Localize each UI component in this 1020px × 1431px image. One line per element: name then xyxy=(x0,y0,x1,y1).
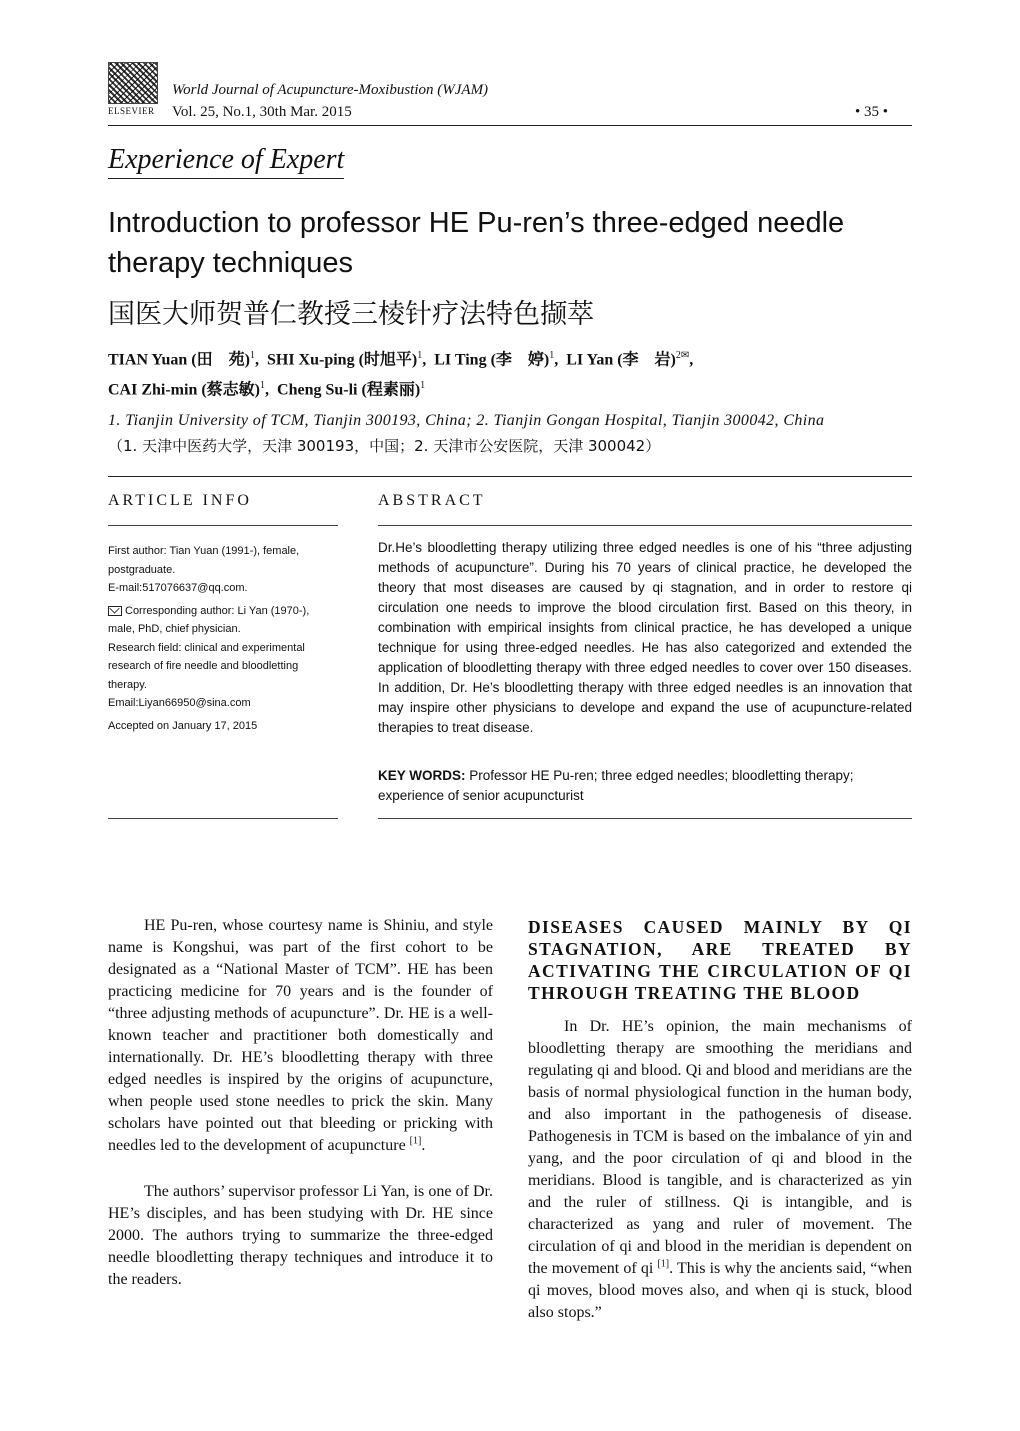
abstract-text: Dr.He’s bloodletting therapy utilizing three edged needles is one of his “three adjusting methods of acupuncture”. During his 70 years of clinical practice, he developed the theory that most diseases are caused by qi stagnation, and in order to restore qi circulation one needs to improve the blood circulation first. Based on this theory, in combination with empirical insights from clinical practice, he has developed a unique technique for using three-edged needles. He has also categorized and extended the application of bloodletting therapy with three edged needles to cover over 150 diseases. In addition, Dr. He’s bloodletting therapy with three edged needles is an innovation that may inspire other physicians to develope and expand the use of acupuncture-related therapies to treat disease. xyxy=(378,540,912,735)
paragraph: HE Pu-ren, whose courtesy name is Shiniu, and style name is Kongshui, was part of the first cohort to be designated as a “National Master of TCM”. HE has been practicing medicine for 70 years and is the founder of “three adjusting methods of acupuncture”. Dr. HE is a well-known teacher and practitioner both domestically and internationally. Dr. HE’s bloodletting therapy with three edged needles is inspired by the origins of acupuncture, when people used stone needles to prick the skin. Many scholars have pointed out that bleeding or pricking with needles led to the development of acupuncture [1]. xyxy=(108,917,493,1154)
author: LI Yan (李 岩) xyxy=(566,351,676,369)
article-info xyxy=(108,542,338,735)
paragraph-text: HE Pu-ren, whose courtesy name is Shiniu, and style name is Kongshui, was part of the first cohort to be designated as a “National Master of TCM”. HE has been practicing medicine for 70 years and is the founder of “three adjusting methods of acupuncture”. Dr. HE is a well-known teacher and practitioner both domestically and internationally. Dr. HE’s bloodletting therapy with three edged needles is inspired by the origins of acupuncture, when people used stone needles to prick the skin. Many scholars have pointed out that bleeding or pricking with needles led to the development of acupuncture xyxy=(108,917,493,1154)
author-affil: 1 xyxy=(420,380,426,392)
author-email: E-mail:517076637@qq.com. xyxy=(108,582,248,594)
divider xyxy=(108,476,912,477)
divider xyxy=(108,525,338,526)
divider xyxy=(108,818,338,819)
header-divider xyxy=(108,125,912,126)
author: TIAN Yuan (田 苑) xyxy=(108,351,250,369)
body-left-column xyxy=(108,915,493,1291)
author: Cheng Su-li (程素丽) xyxy=(277,381,421,399)
author: SHI Xu-ping (时旭平) xyxy=(266,351,418,369)
affiliations-chinese: （1. 天津中医药大学，天津 300193，中国；2. 天津市公安医院，天津 300042） xyxy=(108,437,661,455)
page-number: • 35 • xyxy=(855,104,889,120)
corresponding-email: Email:Liyan66950@sina.com xyxy=(108,697,251,709)
author-list: TIAN Yuan (田 苑)$^1$, SHI Xu-ping (时旭平)$^1$, LI Ting (李 婷)$^1$, LI Yan (李 岩)$^{2✉}$, CAI Zhi-min (蔡志敏)$^1$, Cheng Su-li (程素丽)$^1$ xyxy=(108,350,694,399)
article-title-chinese: 国医大师贺普仁教授三棱针疗法特色撷萃 xyxy=(108,299,594,330)
journal-title: World Journal of Acupuncture-Moxibustion (WJAM) xyxy=(172,82,489,98)
body-right-column xyxy=(528,1016,912,1324)
abstract-heading: ABSTRACT xyxy=(378,492,486,509)
accepted-date: Accepted on January 17, 2015 xyxy=(108,719,258,732)
keywords xyxy=(378,766,912,806)
corresponding-author xyxy=(108,602,338,639)
elsevier-logo xyxy=(108,62,158,120)
section-label: Experience of Expert xyxy=(108,144,344,179)
author-affil: 2✉ xyxy=(675,350,690,361)
citation: [1] xyxy=(657,1258,670,1270)
article-info-heading: ARTICLE INFO xyxy=(108,492,252,509)
citation: [1] xyxy=(409,1135,422,1147)
journal-volume: Vol. 25, No.1, 30th Mar. 2015 xyxy=(172,104,352,120)
author-affil: 1 xyxy=(549,350,555,361)
author: CAI Zhi-min (蔡志敏) xyxy=(108,381,261,399)
keywords-list: Professor HE Pu-ren; three edged needles; bloodletting therapy; experience of senior acupuncturist xyxy=(378,768,854,803)
author: LI Ting (李 婷) xyxy=(434,351,550,369)
article-title: Introduction to professor HE Pu-ren’s three-edged needle therapy techniques xyxy=(108,207,845,279)
keywords-label: KEY WORDS: xyxy=(378,768,466,783)
author-affil: 1 xyxy=(249,350,255,361)
paragraph-text: This is why the ancients said, “when qi moves, blood moves also, and when qi is stuck, blood also stops.” xyxy=(528,1260,913,1321)
author-affil: 1 xyxy=(417,350,423,361)
corresponding-text: Corresponding author: Li Yan (1970-), male, PhD, chief physician. xyxy=(108,604,310,635)
section-heading: DISEASES CAUSED MAINLY BY QI STAGNATION, ARE TREATED BY ACTIVATING THE CIRCULATION OF QI THROUGH TREATING THE BLOOD xyxy=(528,917,912,1003)
paragraph: The authors’ supervisor professor Li Yan, is one of Dr. HE’s disciples, and has been studying with Dr. HE since 2000. The authors trying to summarize the three-edged needle bloodletting therapy techniques and introduce it to the readers. xyxy=(108,1183,493,1288)
author-affil: 1 xyxy=(260,380,266,392)
paragraph-text: In Dr. HE’s opinion, the main mechanisms of bloodletting therapy are smoothing the meridians and regulating qi and blood. Qi and blood and meridians are the basis of normal physiological function in the human body, and also important in the pathogenesis of disease. Pathogenesis in TCM is based on the imbalance of yin and yang, and the poor circulation of qi and blood in the meridians. Blood is tangible, and is characterized as yin and the ruler of stillness. Qi is intangible, and is characterized as yang and ruler of movement. The circulation of qi and blood in the meridian is dependent on the movement of qi xyxy=(528,1018,912,1277)
affiliations: 1. Tianjin University of TCM, Tianjin 300193, China; 2. Tianjin Gongan Hospital, Tianjin 300042, China xyxy=(108,412,825,429)
paragraph: In Dr. HE’s opinion, the main mechanisms of bloodletting therapy are smoothing the meridians and regulating qi and blood. Qi and blood and meridians are the basis of normal physiological function in the human body, and also important in the pathogenesis of disease. Pathogenesis in TCM is based on the imbalance of yin and yang, and the poor circulation of qi and blood in the meridians. Blood is tangible, and is characterized as yin and the ruler of stillness. Qi is intangible, and is characterized as yang and ruler of movement. The circulation of qi and blood in the meridian is dependent on the movement of qi [1]. This is why the ancients said, “when qi moves, blood moves also, and when qi is stuck, blood also stops.” xyxy=(528,1018,913,1321)
divider xyxy=(378,525,912,526)
envelope-icon xyxy=(108,606,122,616)
tree-logo-icon xyxy=(108,62,158,104)
divider xyxy=(378,818,912,819)
logo-text: ELSEVIER xyxy=(108,106,155,116)
first-author: First author: Tian Yuan (1991-), female, postgraduate. xyxy=(108,545,300,576)
research-field: Research field: clinical and experimental research of fire needle and bloodletting therapy. xyxy=(108,641,305,691)
